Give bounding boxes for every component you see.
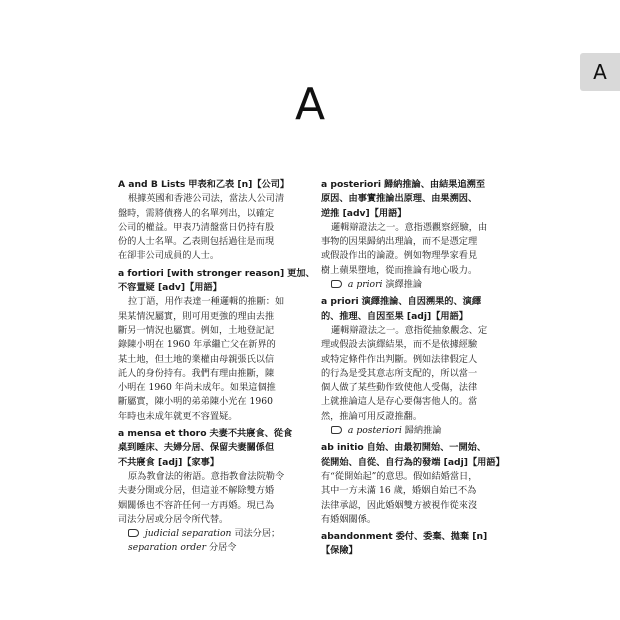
cross-reference[interactable] (321, 278, 514, 292)
entry-a-and-b-lists (118, 178, 311, 264)
entry-first-line (118, 267, 315, 281)
entry-translation-cont: 【保險】 (321, 545, 358, 557)
left-column (118, 178, 315, 559)
entry-translation: 委付、委棄、拋棄 [n] (395, 531, 488, 543)
entry-first-line (321, 295, 514, 309)
entry-translation-cont: 不容置疑 [adv]【用語】 (118, 282, 222, 294)
entry-definition-line: 上就推論這人是存心要傷害他人的。當 (321, 396, 478, 408)
entry-headword: abandonment (321, 531, 393, 543)
pointing-hand-icon (128, 529, 139, 537)
entry-translation-cont: 逆推 [adv]【用語】 (321, 207, 407, 219)
entry-headword: a posteriori (321, 179, 382, 190)
cross-reference-gloss: 歸納推論 (404, 425, 442, 437)
entry-definition-line: 有婚姻關係。 (321, 513, 377, 525)
cross-reference[interactable] (321, 424, 514, 438)
entry-translation: 自始、由最初開始、一開始、 (366, 442, 487, 454)
entry-definition-line: 年時也未成年就更不容置疑。 (118, 410, 238, 422)
entry-definition-line: 邏輯辯證法之一。意指憑觀察經驗，由 (331, 221, 488, 233)
entry-definition-line: 其中一方未滿 16 歲，婚姻自始已不為 (321, 485, 477, 497)
entry-headword: ab initio (321, 442, 364, 454)
cross-reference-term: judicial separation (144, 528, 232, 540)
entry-definition-line: 拉丁語，用作表達一種邏輯的推斷：如 (128, 296, 285, 308)
entry-a-priori (321, 295, 514, 438)
cross-reference-gloss: 分居令 (208, 542, 237, 554)
thumb-index-tab[interactable]: A (580, 53, 620, 91)
entry-first-line (118, 178, 311, 192)
entry-definition-line: 的行為是受其意志所支配的，所以當一 (321, 367, 478, 379)
entry-definition-line: 錄陳小明在 1960 年承繼亡父在新界的 (118, 339, 276, 351)
entry-definition-line: 或特定條件作出判斷。例如法律假定人 (321, 353, 478, 365)
entry-definition-line: 根據英國和香港公司法，當法人公司清 (128, 193, 285, 205)
cross-reference-gloss: 司法分居； (234, 528, 281, 540)
cross-reference[interactable] (118, 527, 311, 541)
entry-ab-initio (321, 441, 514, 527)
pointing-hand-icon (331, 280, 342, 288)
entry-definition-line: 斷屬實，陳小明的弟弟陳小光在 1960 (118, 396, 273, 408)
entry-first-line (321, 441, 514, 455)
entry-definition-line: 夫妻分開或分居，但這並不解除雙方婚 (118, 485, 275, 497)
entry-translation-cont: 原因、由事實推論出原理、由果溯因、 (321, 193, 478, 205)
entry-definition-line: 斷另一情況也屬實。例如，土地登記記 (118, 324, 275, 336)
entry-definition-line: 姻關係也不容許任何一方再婚。現已為 (118, 499, 275, 511)
entry-translation-cont: 從開始、自從、自行為的發端 [adj]【用語】 (321, 456, 505, 468)
entry-definition-line: 樹上蘋果墮地，從而推論有地心吸力。 (321, 264, 478, 276)
cross-reference[interactable] (118, 541, 311, 555)
entry-a-posteriori (321, 178, 514, 292)
entry-a-mensa-et-thoro (118, 427, 311, 556)
entry-translation-cont: 不共寢食 [adj]【家事】 (118, 456, 220, 468)
entry-first-line (321, 178, 514, 192)
entry-definition-line: 在卻非公司成員的人士。 (118, 250, 220, 262)
pointing-hand-icon (331, 426, 342, 434)
entry-headword: a mensa et thoro (118, 428, 207, 440)
entry-translation-cont: 桌到睡床、夫婦分居、保留夫妻關係但 (118, 442, 275, 454)
entry-definition-line: 原為教會法的術語。意指教會法院勒令 (128, 470, 285, 482)
entry-first-line (321, 530, 514, 544)
entry-definition-line: 個人做了某些動作致使他人受傷，法律 (321, 382, 478, 394)
entry-definition-line: 有“從開始起”的意思。假如結婚當日， (321, 470, 478, 482)
cross-reference-term: a posteriori (347, 425, 402, 437)
entry-definition-line: 或假設作出的論證。例如物理學家看見 (321, 250, 478, 262)
entry-definition-line: 託人的身份持有。我們有理由推斷，陳 (118, 367, 275, 379)
entry-definition-line: 果某情況屬實，則可用更強的理由去推 (118, 310, 275, 322)
entry-definition-line: 公司的權益。甲表乃清盤當日仍持有股 (118, 221, 275, 233)
entry-definition-line: 法律承認，因此婚姻雙方被視作從來沒 (321, 499, 478, 511)
entry-headword: A and B Lists (118, 179, 186, 190)
entry-translation: 歸納推論、由結果追溯至 (383, 179, 486, 190)
entry-a-fortiori (118, 267, 315, 424)
entry-abandonment (321, 530, 514, 559)
cross-reference-term: a priori (347, 279, 383, 291)
entry-translation-cont: 的、推理、自因至果 [adj]【用語】 (321, 310, 468, 322)
entry-definition-line: 邏輯辯證法之一。意指從抽象觀念、定 (331, 324, 488, 336)
entry-first-line (118, 427, 311, 441)
entry-definition-line: 小明在 1960 年尚未成年。如果這個推 (118, 382, 276, 394)
cross-reference-gloss: 演繹推論 (385, 279, 423, 291)
entry-definition-line: 司法分居或分居令所代替。 (118, 513, 229, 525)
entry-definition-line: 某土地，但土地的業權由母親張氏以信 (118, 353, 275, 365)
entry-definition-line: 盤時，需將債務人的名單列出，以確定 (118, 207, 275, 219)
entry-translation: 更加、 (287, 267, 315, 279)
cross-reference-term: separation order (128, 542, 207, 554)
entry-translation: 甲表和乙表 [n]【公司】 (188, 179, 290, 190)
entry-headword: a fortiori [with stronger reason] (118, 267, 285, 279)
entry-headword: a priori (321, 296, 359, 308)
entry-translation: 夫妻不共寢食、從食 (209, 428, 293, 440)
entry-definition-line: 事物的因果歸納出理論，而不是憑定理 (321, 236, 478, 248)
entry-translation: 演繹推論、自因溯果的、演繹 (361, 296, 482, 308)
section-letter-heading: A (294, 79, 326, 130)
right-column (321, 178, 514, 562)
entry-definition-line: 理或假設去演繹結果，而不是依據經驗 (321, 339, 478, 351)
entry-definition-line: 份的人士名單。乙表則包括過往是而現 (118, 236, 275, 248)
entry-definition-line: 然，推論可用反證推翻。 (321, 410, 423, 422)
